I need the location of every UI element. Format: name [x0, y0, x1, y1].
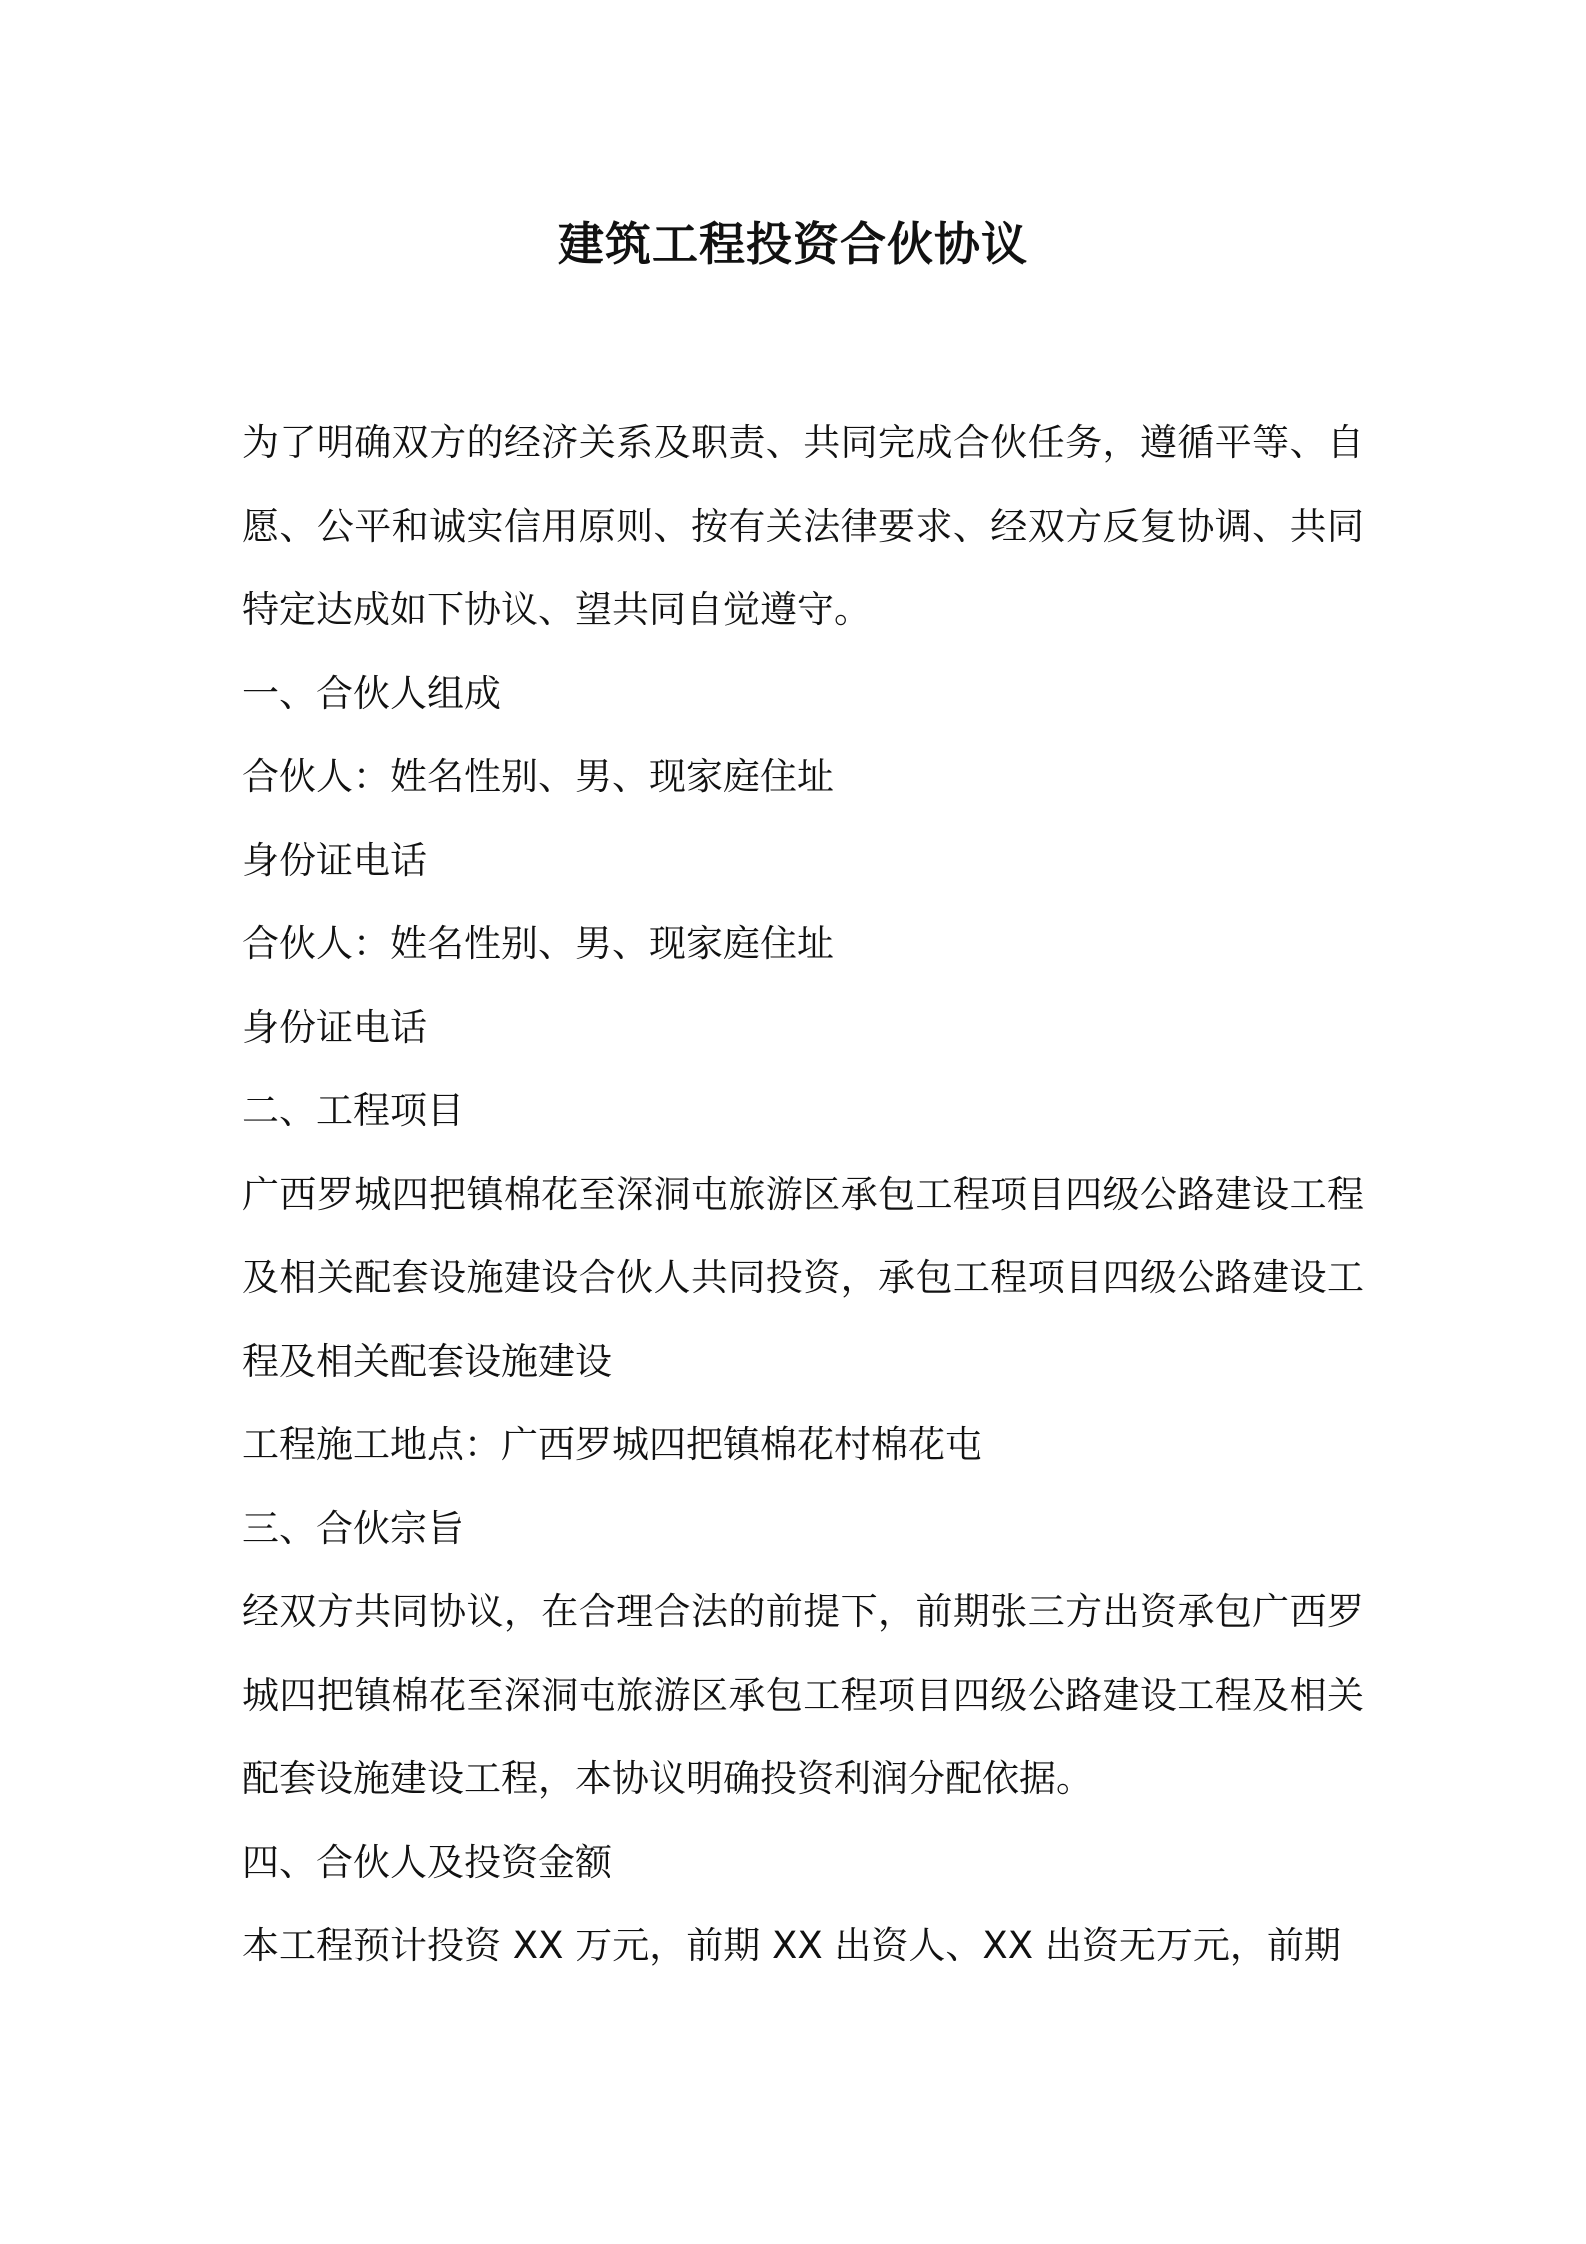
partner-2-line: 合伙人：姓名性别、男、现家庭住址 — [242, 922, 834, 965]
document-body — [242, 401, 1364, 1988]
section-heading-purpose: 三、合伙宗旨 — [242, 1506, 464, 1550]
section-heading-partners: 一、合伙人组成 — [242, 671, 501, 715]
document-title: 建筑工程投资合伙协议 — [558, 217, 1028, 271]
partner-1-line: 合伙人：姓名性别、男、现家庭住址 — [242, 755, 834, 798]
section-heading-investment: 四、合伙人及投资金额 — [242, 1840, 612, 1884]
purpose-paragraph: 经双方共同协议，在合理合法的前提下，前期张三方出资承包广西罗城四把镇棉花至深洞屯旅游区承包工程项目四级公路建设工程及相关配套设施建设工程，本协议明确投资利润分配依据。 — [242, 1590, 1364, 1800]
project-description: 广西罗城四把镇棉花至深洞屯旅游区承包工程项目四级公路建设工程及相关配套设施建设合伙人共同投资，承包工程项目四级公路建设工程及相关配套设施建设 — [242, 1172, 1364, 1383]
project-location: 工程施工地点：广西罗城四把镇棉花村棉花屯 — [242, 1423, 982, 1466]
intro-paragraph: 为了明确双方的经济关系及职责、共同完成合伙任务，遵循平等、自愿、公平和诚实信用原则、按有关法律要求、经双方反复协调、共同特定达成如下协议、望共同自觉遵守。 — [242, 421, 1364, 631]
investment-paragraph: 本工程预计投资 XX 万元，前期 XX 出资人、XX 出资无万元，前期 — [242, 1924, 1341, 1967]
partner-1-id-line: 身份证电话 — [242, 838, 427, 882]
partner-2-id-line: 身份证电话 — [242, 1005, 427, 1049]
section-heading-project: 二、工程项目 — [242, 1089, 464, 1132]
